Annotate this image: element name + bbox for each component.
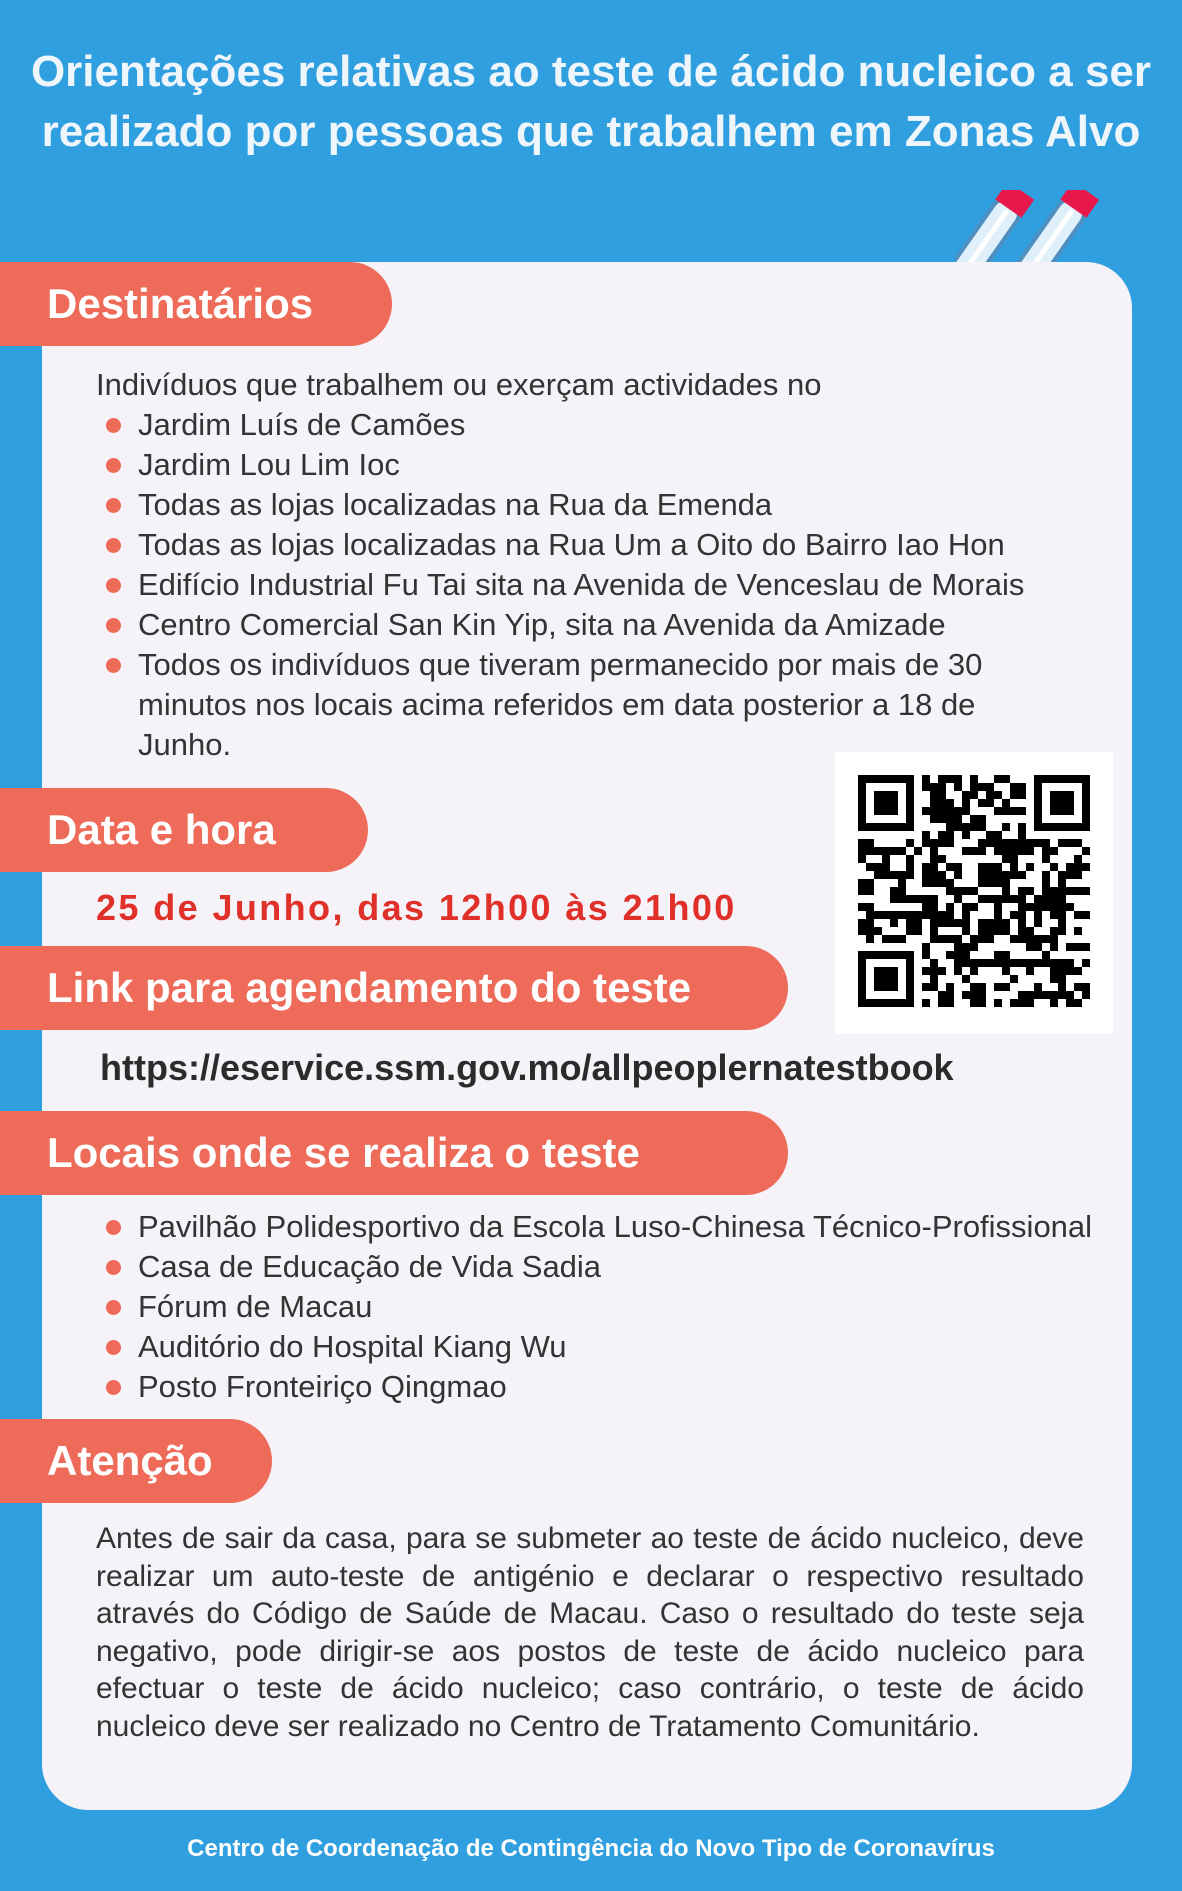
qr-finder-pattern (862, 955, 910, 1003)
section-heading-booking: Link para agendamento do teste (0, 946, 788, 1030)
list-item: Posto Fronteiriço Qingmao (96, 1367, 1146, 1407)
recipients-intro: Indivíduos que trabalhem ou exerçam actividades no (96, 367, 822, 402)
list-item: Centro Comercial San Kin Yip, sita na Avenida da Amizade (96, 605, 1086, 645)
section-heading-datetime: Data e hora (0, 788, 368, 872)
section-heading-locations: Locais onde se realiza o teste (0, 1111, 788, 1195)
list-item: Edifício Industrial Fu Tai sita na Avenida de Venceslau de Morais (96, 565, 1086, 605)
attention-text: Antes de sair da casa, para se submeter ao teste de ácido nucleico, deve realizar um auto-teste de antigénio e declarar o respectivo resultado através do Código de Saúde de Macau. Caso o resultado do teste seja negativo, pode dirigir-se aos postos de teste de ácido nucleico para efectuar o teste de ácido nucleico; caso contrário, o teste de ácido nucleico deve ser realizado no Centro de Tratamento Comunitário. (96, 1522, 1084, 1743)
list-item: Pavilhão Polidesportivo da Escola Luso-Chinesa Técnico-Profissional (96, 1207, 1146, 1247)
list-item: Auditório do Hospital Kiang Wu (96, 1327, 1146, 1367)
section-heading-recipients: Destinatários (0, 262, 392, 346)
qr-finder-pattern (862, 779, 910, 827)
list-item: Todos os indivíduos que tiveram permanecido por mais de 30 minutos nos locais acima referidos em data posterior a 18 de Junho. (96, 645, 1026, 765)
footer-organization: Centro de Coordenação de Contingência do Novo Tipo de Coronavírus (187, 1835, 995, 1862)
datetime-value: 25 de Junho, das 12h00 às 21h00 (96, 887, 737, 928)
locations-list (96, 1207, 1146, 1407)
list-item: Casa de Educação de Vida Sadia (96, 1247, 1146, 1287)
list-item: Jardim Luís de Camões (96, 405, 1086, 445)
recipients-list (96, 405, 1086, 765)
qr-code-image (835, 752, 1113, 1034)
list-item: Todas as lojas localizadas na Rua da Emenda (96, 485, 1086, 525)
booking-link[interactable]: https://eservice.ssm.gov.mo/allpeoplernatestbook (100, 1047, 954, 1088)
section-heading-attention: Atenção (0, 1419, 272, 1503)
list-item: Todas as lojas localizadas na Rua Um a Oito do Bairro Iao Hon (96, 525, 1086, 565)
qr-code[interactable] (835, 752, 1113, 1034)
qr-finder-pattern (1038, 779, 1086, 827)
list-item: Jardim Lou Lim Ioc (96, 445, 1086, 485)
page-title: Orientações relativas ao teste de ácido nucleico a ser realizado por pessoas que trabalhem em Zonas Alvo (30, 47, 1152, 156)
list-item: Fórum de Macau (96, 1287, 1146, 1327)
